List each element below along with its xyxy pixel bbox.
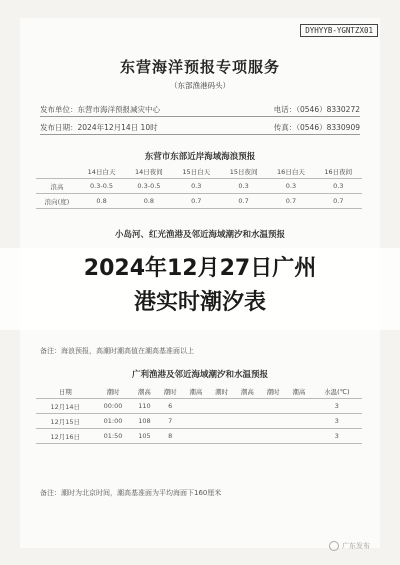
table-header-cell: 16日夜间: [315, 164, 362, 179]
table-cell: [209, 399, 235, 414]
table-row: [36, 399, 362, 414]
meta-row: [40, 122, 360, 135]
table-cell: 7: [157, 414, 183, 429]
table-header-row: [36, 384, 362, 399]
section4-title: 广利渔港及邻近海域潮汐和水温预报: [131, 370, 268, 380]
table-cell: 0.8: [125, 194, 172, 209]
section2-title: 小岛河、红光渔港及邻近海域潮汐和水温预报: [114, 230, 285, 240]
table-cell: 0.3: [315, 179, 362, 194]
section1-title: 东营市东部近岸海域海浪预报: [144, 152, 256, 162]
banner-title-text: 2024年12月27日广州 港实时潮汐表: [83, 256, 317, 315]
table-cell: 0.8: [78, 194, 125, 209]
table-row: [36, 179, 362, 194]
watermark: [329, 541, 370, 551]
table-header-cell: 潮时: [209, 384, 235, 399]
table-cell: [235, 429, 261, 444]
banner-title: [0, 252, 400, 320]
table-cell: 00:00: [94, 399, 131, 414]
table-cell: 110: [132, 399, 158, 414]
table-header-cell: 16日白天: [267, 164, 314, 179]
table-cell: 105: [132, 429, 158, 444]
table-cell: [286, 429, 312, 444]
table-cell: 0.3: [220, 179, 267, 194]
table-header-cell: 潮高: [183, 384, 209, 399]
table-header-cell: 潮高: [286, 384, 312, 399]
table-header-cell: 15日白天: [173, 164, 220, 179]
table-header-cell: 潮高: [132, 384, 158, 399]
table-header-row: [36, 164, 362, 179]
table-cell: [235, 399, 261, 414]
table-cell: 12月14日: [36, 399, 94, 414]
table-cell: 浪高: [36, 179, 78, 194]
table-header-cell: 潮时: [94, 384, 131, 399]
table-header-cell: 15日夜间: [220, 164, 267, 179]
table-cell: 浪向(度): [36, 194, 78, 209]
table-cell: [260, 429, 286, 444]
table-cell: [286, 399, 312, 414]
table-cell: [286, 414, 312, 429]
watermark-text: 广东发布: [342, 542, 370, 550]
table-cell: [260, 414, 286, 429]
table-cell: 3: [312, 414, 362, 429]
meta-row: [40, 104, 360, 117]
table-cell: [235, 414, 261, 429]
table-cell: 0.3-0.5: [125, 179, 172, 194]
table-cell: 01:50: [94, 429, 131, 444]
table-header-cell: 日期: [36, 384, 94, 399]
table-cell: 3: [312, 429, 362, 444]
table-header-cell: 潮高: [235, 384, 261, 399]
table-cell: 108: [132, 414, 158, 429]
table-cell: [183, 414, 209, 429]
table-cell: 3: [312, 399, 362, 414]
table-cell: [209, 429, 235, 444]
table-cell: 12月15日: [36, 414, 94, 429]
section3-note: 备注：海浪预报，高潮时潮高值在潮高基准面以上: [40, 347, 194, 355]
meta-right: 电话：（0546）8330272: [273, 105, 360, 114]
meta-left: 发布日期：2024年12月14日 10时: [40, 123, 158, 132]
meta-left: 发布单位：东营市海洋预报减灾中心: [40, 105, 160, 114]
document-title: 东营海洋预报专项服务: [119, 58, 280, 76]
document-code: DYHYYB-YGNTZX01: [300, 24, 378, 37]
section4-note: 备注：潮时为北京时间，潮高基准面为平均海面下160厘米: [40, 489, 222, 497]
section1-table: [36, 164, 362, 209]
document-subtitle: （东部渔港码头）: [170, 81, 230, 90]
table-header-cell: 14日夜间: [125, 164, 172, 179]
table-cell: 0.7: [267, 194, 314, 209]
watermark-icon: [329, 541, 339, 551]
table-cell: 0.7: [315, 194, 362, 209]
table-cell: 0.3: [267, 179, 314, 194]
table-cell: 0.7: [173, 194, 220, 209]
table-row: [36, 414, 362, 429]
table-header-cell: 潮时: [260, 384, 286, 399]
table-cell: 6: [157, 399, 183, 414]
meta-right: 传真：（0546）8330909: [273, 123, 360, 132]
section4-table: [36, 384, 362, 444]
table-cell: 12月16日: [36, 429, 94, 444]
table-row: [36, 194, 362, 209]
table-header-cell: [36, 164, 78, 179]
table-cell: [260, 399, 286, 414]
table-cell: 0.7: [220, 194, 267, 209]
table-header-cell: 潮时: [157, 384, 183, 399]
table-cell: [209, 414, 235, 429]
table-header-cell: 14日白天: [78, 164, 125, 179]
table-cell: 8: [157, 429, 183, 444]
table-cell: 01:00: [94, 414, 131, 429]
table-header-cell: 水温(℃): [312, 384, 362, 399]
table-row: [36, 429, 362, 444]
table-cell: [183, 429, 209, 444]
table-cell: 0.3: [173, 179, 220, 194]
table-cell: 0.3-0.5: [78, 179, 125, 194]
table-cell: [183, 399, 209, 414]
